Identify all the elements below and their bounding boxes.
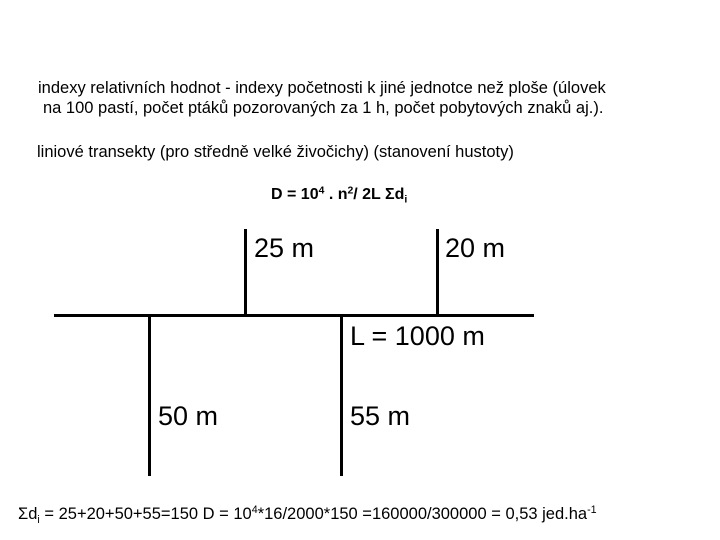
- label-20m: 20 m: [445, 233, 506, 263]
- distance-line-25: [244, 229, 247, 317]
- calc-part: Σd: [18, 505, 38, 523]
- label-55m: 55 m: [350, 401, 411, 431]
- transect-heading: liniové transekty (pro středně velké živočichy) (stanovení hustoty): [37, 143, 514, 161]
- intro-line-2: na 100 pastí, počet ptáků pozorovaných za 1 h, počet pobytových znaků aj.).: [43, 99, 604, 117]
- distance-line-20: [436, 229, 439, 317]
- label-transect-length: L = 1000 m: [350, 321, 485, 351]
- calc-exponent: 4: [251, 504, 258, 517]
- calc-part: *16/2000*150 =160000/300000 = 0,53 jed.ha: [257, 505, 588, 523]
- formula-part: / 2L Σd: [353, 186, 405, 203]
- calc-part: = 25+20+50+55=150 D = 10: [39, 505, 252, 523]
- formula-exponent: 4: [318, 185, 325, 197]
- intro-line-1: indexy relativních hodnot - indexy početnosti k jiné jednotce než ploše (úlovek: [38, 79, 606, 97]
- formula-part: . n: [324, 186, 348, 203]
- label-25m: 25 m: [254, 233, 315, 263]
- calculation-line: [18, 505, 597, 524]
- density-formula: [271, 186, 407, 204]
- distance-line-55: [340, 314, 343, 476]
- calc-subscript: i: [37, 513, 40, 526]
- label-50m: 50 m: [158, 401, 219, 431]
- formula-subscript: i: [404, 194, 408, 206]
- formula-exponent: 2: [347, 185, 354, 197]
- calc-exponent: -1: [587, 504, 597, 517]
- transect-line: [54, 314, 534, 317]
- formula-part: D = 10: [271, 186, 319, 203]
- distance-line-50: [148, 314, 151, 476]
